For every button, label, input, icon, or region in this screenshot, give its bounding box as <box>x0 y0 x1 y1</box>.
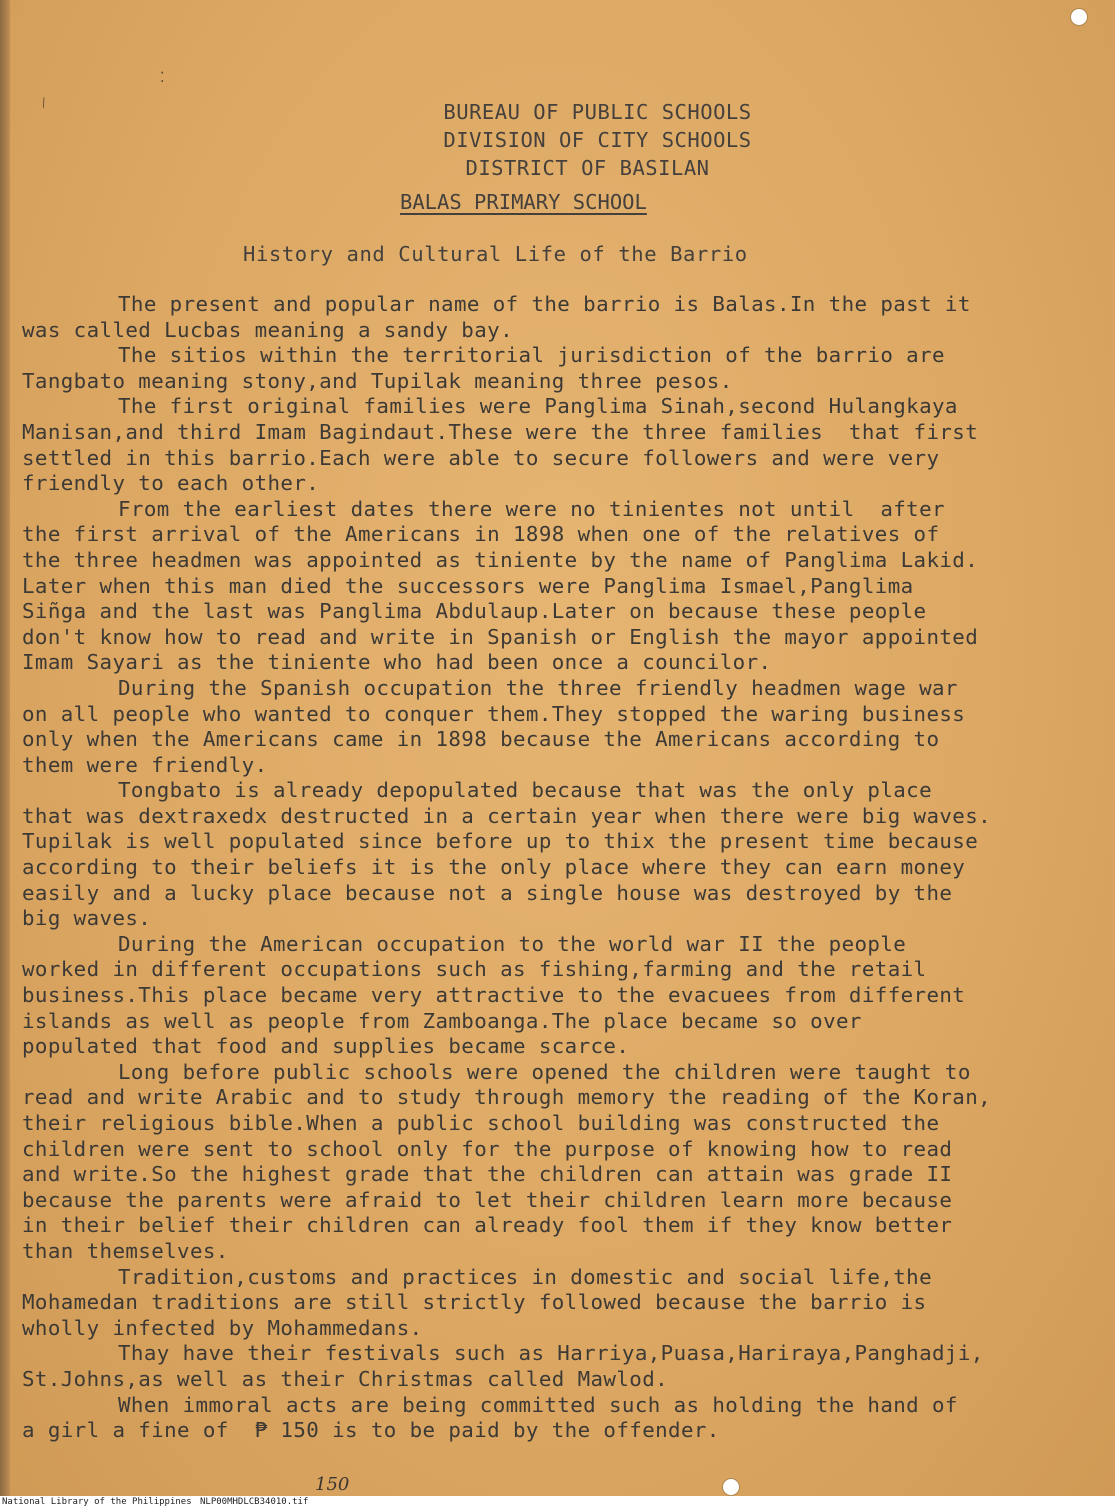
text-line: big waves. <box>22 906 152 931</box>
paragraph <box>22 394 1087 496</box>
handwritten-page-number: 150 <box>315 1474 350 1495</box>
footer-library: National Library of the Philippines <box>2 1497 192 1507</box>
text-line: islands as well as people from Zamboanga.The place became so over <box>22 1008 862 1033</box>
text-line: When immoral acts are being committed such as holding the hand of <box>118 1392 958 1417</box>
pencil-mark: ⁄ <box>36 94 52 113</box>
text-line: wholly infected by Mohammedans. <box>22 1315 423 1340</box>
paragraph <box>22 932 1087 1060</box>
text-line: read and write Arabic and to study through memory the reading of the Koran, <box>22 1085 992 1110</box>
text-line: Manisan,and third Imam Bagindaut.These were the three families that first <box>22 419 979 444</box>
paragraph <box>22 1393 1087 1444</box>
text-line: and write.So the highest grade that the children can attain was grade II <box>22 1162 953 1187</box>
punch-hole <box>722 1478 740 1496</box>
text-line: Later when this man died the successors were Panglima Ismael,Panglima <box>22 573 914 598</box>
text-line: Thay have their festivals such as Harriya,Puasa,Hariraya,Panghadji, <box>118 1341 984 1366</box>
paragraph <box>22 676 1087 778</box>
division-heading: DIVISION OF CITY SCHOOLS <box>443 128 752 152</box>
text-line: St.Johns,as well as their Christmas called Mawlod. <box>22 1366 669 1391</box>
text-line: business.This place became very attractive to the evacuees from different <box>22 983 966 1008</box>
text-line: the first arrival of the Americans in 1898 when one of the relatives of <box>22 522 940 547</box>
text-line: on all people who wanted to conquer them.They stopped the waring business <box>22 701 966 726</box>
paragraph <box>22 1060 1087 1265</box>
page-edge <box>0 0 10 1508</box>
text-line: in their belief their children can already fool them if they know better <box>22 1213 953 1238</box>
text-line: Tupilak is well populated since before up to thix the present time because <box>22 829 979 854</box>
paragraph <box>22 343 1087 394</box>
text-line: children were sent to school only for the purpose of knowing how to read <box>22 1136 953 1161</box>
text-line: Siñga and the last was Panglima Abdulaup.Later on because these people <box>22 599 927 624</box>
text-line: because the parents were afraid to let their children learn more because <box>22 1187 953 1212</box>
text-line: The first original families were Panglima Sinah,second Hulangkaya <box>118 394 958 419</box>
text-line: Tongbato is already depopulated because that was the only place <box>118 778 933 803</box>
text-line: Tradition,customs and practices in domestic and social life,the <box>118 1264 933 1289</box>
text-line: worked in different occupations such as fishing,farming and the retail <box>22 957 927 982</box>
text-line: that was dextraxedx destructed in a certain year when there were big waves. <box>22 803 992 828</box>
text-line: populated that food and supplies became scarce. <box>22 1034 630 1059</box>
pencil-mark: ⁚ <box>160 70 165 86</box>
paragraph <box>22 497 1087 676</box>
text-line: a girl a fine of ₱ 150 is to be paid by the offender. <box>22 1418 720 1443</box>
text-line: settled in this barrio.Each were able to secure followers and were very <box>22 445 940 470</box>
text-line: friendly to each other. <box>22 471 320 496</box>
text-line: don't know how to read and write in Spanish or English the mayor appointed <box>22 624 979 649</box>
school-name: BALAS PRIMARY SCHOOL <box>400 190 647 214</box>
text-line: During the Spanish occupation the three friendly headmen wage war <box>118 675 958 700</box>
document-body <box>22 292 1087 1444</box>
text-line: according to their beliefs it is the only place where they can earn money <box>22 855 966 880</box>
text-line: During the American occupation to the world war II the people <box>118 931 907 956</box>
district-heading: DISTRICT OF BASILAN <box>465 156 710 180</box>
paragraph <box>22 1265 1087 1342</box>
punch-hole <box>1070 8 1088 26</box>
paragraph <box>22 778 1087 932</box>
footer-filename: NLP00MHDLCB34010.tif <box>200 1497 309 1507</box>
text-line: The sitios within the territorial jurisdiction of the barrio are <box>118 343 945 368</box>
text-line: them were friendly. <box>22 752 268 777</box>
text-line: Tangbato meaning stony,and Tupilak meaning three pesos. <box>22 368 733 393</box>
bureau-heading: BUREAU OF PUBLIC SCHOOLS <box>443 100 752 124</box>
text-line: the three headmen was appointed as tiniente by the name of Panglima Lakid. <box>22 547 979 572</box>
text-line: easily and a lucky place because not a single house was destroyed by the <box>22 880 953 905</box>
document-title: History and Cultural Life of the Barrio <box>243 242 748 266</box>
text-line: The present and popular name of the barrio is Balas.In the past it <box>118 292 971 316</box>
text-line: than themselves. <box>22 1238 229 1263</box>
text-line: only when the Americans came in 1898 because the Americans according to <box>22 727 940 752</box>
text-line: Mohamedan traditions are still strictly followed because the barrio is <box>22 1290 927 1315</box>
paragraph <box>22 292 1087 343</box>
text-line: From the earliest dates there were no tinientes not until after <box>118 496 945 521</box>
scan-footer <box>0 1496 1115 1508</box>
document-header <box>0 98 1115 182</box>
text-line: Long before public schools were opened the children were taught to <box>118 1059 971 1084</box>
text-line: Imam Sayari as the tiniente who had been once a councilor. <box>22 650 772 675</box>
text-line: was called Lucbas meaning a sandy bay. <box>22 317 513 342</box>
text-line: their religious bible.When a public school building was constructed the <box>22 1111 940 1135</box>
paragraph <box>22 1341 1087 1392</box>
